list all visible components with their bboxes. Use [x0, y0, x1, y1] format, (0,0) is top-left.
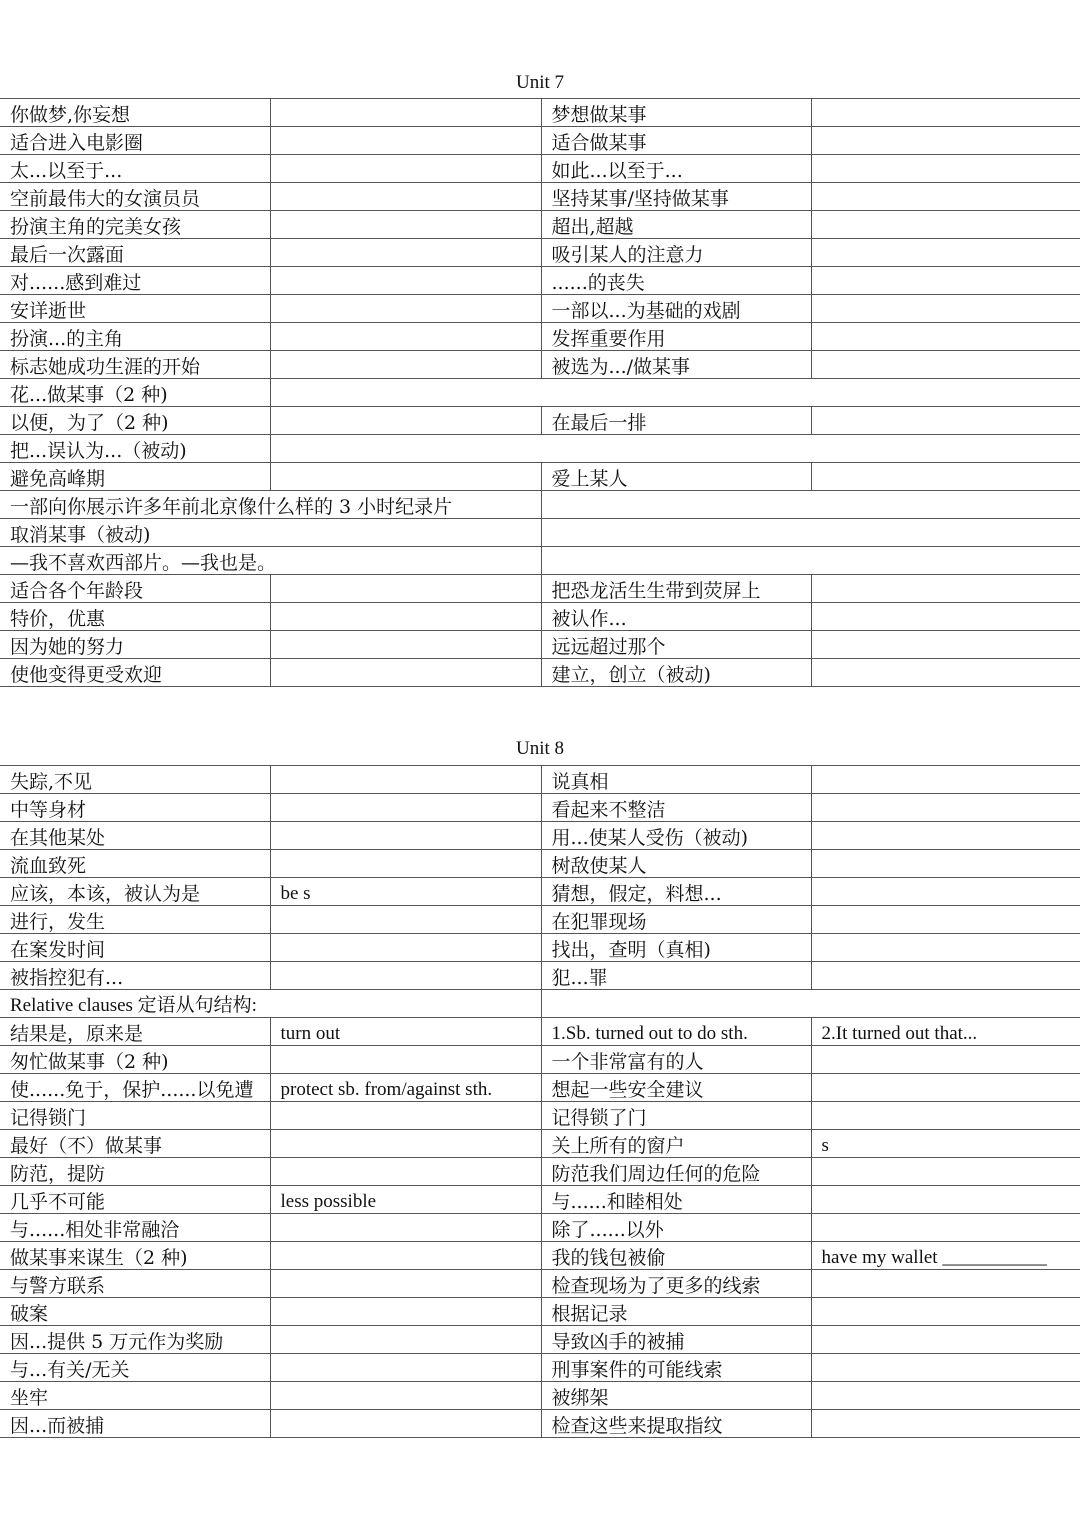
chinese-phrase: 与......相处非常融洽	[0, 1214, 270, 1242]
chinese-phrase: 如此...以至于...	[541, 155, 811, 183]
table-row	[0, 435, 1080, 463]
chinese-phrase: 安详逝世	[0, 295, 270, 323]
table-row	[0, 659, 1080, 687]
answer-cell	[270, 1130, 541, 1158]
table-row	[0, 519, 1080, 547]
chinese-phrase: 进行，发生	[0, 906, 270, 934]
answer-cell	[270, 323, 541, 351]
answer-cell	[811, 575, 1080, 603]
chinese-phrase: 检查这些来提取指纹	[541, 1410, 811, 1438]
chinese-phrase: 因...而被捕	[0, 1410, 270, 1438]
table-row	[0, 1354, 1080, 1382]
answer-cell	[811, 211, 1080, 239]
chinese-phrase: 猜想，假定，料想...	[541, 878, 811, 906]
answer-cell	[811, 295, 1080, 323]
table-row	[0, 463, 1080, 491]
chinese-phrase: 扮演...的主角	[0, 323, 270, 351]
chinese-phrase: 被认作...	[541, 603, 811, 631]
chinese-phrase: 破案	[0, 1298, 270, 1326]
answer-cell	[270, 435, 1080, 463]
table-row	[0, 766, 1080, 794]
answer-cell: have my wallet ___________	[811, 1242, 1080, 1270]
table-row	[0, 379, 1080, 407]
answer-cell	[270, 1214, 541, 1242]
table-row	[0, 407, 1080, 435]
chinese-phrase: 犯...罪	[541, 962, 811, 990]
chinese-phrase: 把...误认为...（被动)	[0, 435, 270, 463]
answer-cell	[270, 850, 541, 878]
unit-8-title: Unit 8	[515, 738, 565, 759]
chinese-phrase: 适合进入电影圈	[0, 127, 270, 155]
answer-cell	[270, 211, 541, 239]
answer-cell: be s	[270, 878, 541, 906]
chinese-phrase: 扮演主角的完美女孩	[0, 211, 270, 239]
chinese-phrase: 发挥重要作用	[541, 323, 811, 351]
table-row	[0, 1130, 1080, 1158]
table-row	[0, 934, 1080, 962]
chinese-phrase: 远远超过那个	[541, 631, 811, 659]
answer-cell	[811, 766, 1080, 794]
answer-cell	[811, 1214, 1080, 1242]
answer-cell	[541, 990, 1080, 1018]
answer-cell: s	[811, 1130, 1080, 1158]
answer-cell	[811, 1354, 1080, 1382]
answer-cell	[270, 379, 1080, 407]
answer-cell	[270, 575, 541, 603]
answer-cell	[811, 99, 1080, 127]
chinese-phrase: 记得锁了门	[541, 1102, 811, 1130]
answer-cell	[270, 463, 541, 491]
table-row	[0, 1382, 1080, 1410]
table-row	[0, 906, 1080, 934]
chinese-phrase: 找出，查明（真相)	[541, 934, 811, 962]
table-row	[0, 267, 1080, 295]
chinese-phrase: 被绑架	[541, 1382, 811, 1410]
chinese-phrase: 被选为.../做某事	[541, 351, 811, 379]
chinese-phrase: 几乎不可能	[0, 1186, 270, 1214]
chinese-phrase: 对......感到难过	[0, 267, 270, 295]
chinese-phrase: 使......免于，保护......以免遭	[0, 1074, 270, 1102]
chinese-phrase: 太...以至于...	[0, 155, 270, 183]
answer-cell	[541, 519, 1080, 547]
answer-cell	[270, 1298, 541, 1326]
chinese-phrase: 除了......以外	[541, 1214, 811, 1242]
chinese-phrase: 坐牢	[0, 1382, 270, 1410]
answer-cell	[811, 407, 1080, 435]
chinese-phrase: 一个非常富有的人	[541, 1046, 811, 1074]
answer-cell	[811, 1326, 1080, 1354]
chinese-phrase: 做某事来谋生（2 种)	[0, 1242, 270, 1270]
answer-cell	[811, 850, 1080, 878]
answer-cell	[270, 962, 541, 990]
table-row	[0, 1158, 1080, 1186]
chinese-phrase: 导致凶手的被捕	[541, 1326, 811, 1354]
answer-cell	[270, 127, 541, 155]
answer-cell	[270, 1354, 541, 1382]
answer-cell	[811, 239, 1080, 267]
answer-cell	[811, 1158, 1080, 1186]
chinese-phrase: 一部向你展示许多年前北京像什么样的 3 小时纪录片	[0, 491, 541, 519]
answer-cell	[270, 1410, 541, 1438]
answer-cell	[270, 99, 541, 127]
answer-cell	[270, 1270, 541, 1298]
answer-cell	[270, 351, 541, 379]
chinese-phrase: 梦想做某事	[541, 99, 811, 127]
answer-cell	[811, 878, 1080, 906]
answer-cell	[270, 1046, 541, 1074]
table-row	[0, 1242, 1080, 1270]
answer-cell	[811, 127, 1080, 155]
answer-cell	[270, 906, 541, 934]
answer-cell	[270, 155, 541, 183]
answer-cell	[811, 267, 1080, 295]
chinese-phrase: 因为她的努力	[0, 631, 270, 659]
answer-cell	[811, 463, 1080, 491]
chinese-phrase: ......的丧失	[541, 267, 811, 295]
chinese-phrase: 把恐龙活生生带到荧屏上	[541, 575, 811, 603]
chinese-phrase: 流血致死	[0, 850, 270, 878]
table-row	[0, 547, 1080, 575]
table-row	[0, 878, 1080, 906]
chinese-phrase: 想起一些安全建议	[541, 1074, 811, 1102]
table-row	[0, 351, 1080, 379]
table-row	[0, 211, 1080, 239]
answer-cell	[270, 1382, 541, 1410]
table-row	[0, 794, 1080, 822]
chinese-phrase: 在最后一排	[541, 407, 811, 435]
chinese-phrase: 标志她成功生涯的开始	[0, 351, 270, 379]
unit-7-title: Unit 7	[515, 72, 565, 93]
chinese-phrase: 结果是，原来是	[0, 1018, 270, 1046]
chinese-phrase: —我不喜欢西部片。—我也是。	[0, 547, 541, 575]
answer-cell	[270, 603, 541, 631]
chinese-phrase: 在案发时间	[0, 934, 270, 962]
answer-cell	[811, 603, 1080, 631]
answer-cell	[270, 239, 541, 267]
chinese-phrase: 特价，优惠	[0, 603, 270, 631]
chinese-phrase: 适合做某事	[541, 127, 811, 155]
answer-cell	[811, 1046, 1080, 1074]
table-row	[0, 962, 1080, 990]
table-row	[0, 1074, 1080, 1102]
chinese-phrase: 以便，为了（2 种)	[0, 407, 270, 435]
chinese-phrase: 建立，创立（被动)	[541, 659, 811, 687]
table-row	[0, 1270, 1080, 1298]
chinese-phrase: 你做梦,你妄想	[0, 99, 270, 127]
answer-cell	[541, 491, 1080, 519]
chinese-phrase: 根据记录	[541, 1298, 811, 1326]
answer-cell	[811, 183, 1080, 211]
answer-cell	[811, 1382, 1080, 1410]
answer-cell	[270, 631, 541, 659]
table-row	[0, 1102, 1080, 1130]
chinese-phrase: 在其他某处	[0, 822, 270, 850]
chinese-phrase: 一部以...为基础的戏剧	[541, 295, 811, 323]
chinese-phrase: 与...有关/无关	[0, 1354, 270, 1382]
table-row	[0, 1214, 1080, 1242]
answer-cell	[811, 934, 1080, 962]
chinese-phrase: 坚持某事/坚持做某事	[541, 183, 811, 211]
chinese-phrase: 看起来不整洁	[541, 794, 811, 822]
chinese-phrase: 与警方联系	[0, 1270, 270, 1298]
chinese-phrase: 说真相	[541, 766, 811, 794]
answer-cell	[270, 1326, 541, 1354]
chinese-phrase: 我的钱包被偷	[541, 1242, 811, 1270]
answer-cell	[811, 659, 1080, 687]
table-row	[0, 1018, 1080, 1046]
table-row	[0, 990, 1080, 1018]
table-row	[0, 1326, 1080, 1354]
chinese-phrase: 与......和睦相处	[541, 1186, 811, 1214]
table-row	[0, 631, 1080, 659]
table-row	[0, 127, 1080, 155]
answer-cell: protect sb. from/against sth.	[270, 1074, 541, 1102]
chinese-phrase: 记得锁门	[0, 1102, 270, 1130]
answer-cell	[811, 1410, 1080, 1438]
answer-cell	[270, 183, 541, 211]
table-row	[0, 1046, 1080, 1074]
chinese-phrase: 因...提供 5 万元作为奖励	[0, 1326, 270, 1354]
answer-cell	[541, 547, 1080, 575]
chinese-phrase: 吸引某人的注意力	[541, 239, 811, 267]
chinese-phrase: 在犯罪现场	[541, 906, 811, 934]
answer-cell	[270, 766, 541, 794]
table-row	[0, 850, 1080, 878]
table-row	[0, 491, 1080, 519]
chinese-phrase: 最后一次露面	[0, 239, 270, 267]
answer-cell: 1.Sb. turned out to do sth.	[541, 1018, 811, 1046]
chinese-phrase: 失踪,不见	[0, 766, 270, 794]
answer-cell: less possible	[270, 1186, 541, 1214]
chinese-phrase: 应该，本该，被认为是	[0, 878, 270, 906]
answer-cell: 2.It turned out that...	[811, 1018, 1080, 1046]
section-heading: Relative clauses 定语从句结构:	[0, 990, 541, 1018]
chinese-phrase: 匆忙做某事（2 种)	[0, 1046, 270, 1074]
chinese-phrase: 空前最伟大的女演员员	[0, 183, 270, 211]
answer-cell	[811, 1074, 1080, 1102]
answer-cell	[270, 267, 541, 295]
chinese-phrase: 中等身材	[0, 794, 270, 822]
unit-8-table	[0, 765, 1080, 1438]
table-row	[0, 155, 1080, 183]
table-row	[0, 1410, 1080, 1438]
answer-cell	[270, 1242, 541, 1270]
answer-cell	[811, 962, 1080, 990]
chinese-phrase: 被指控犯有...	[0, 962, 270, 990]
answer-cell	[811, 155, 1080, 183]
chinese-phrase: 用...使某人受伤（被动)	[541, 822, 811, 850]
chinese-phrase: 刑事案件的可能线索	[541, 1354, 811, 1382]
answer-cell	[811, 906, 1080, 934]
answer-cell	[270, 407, 541, 435]
table-row	[0, 1186, 1080, 1214]
answer-cell	[811, 323, 1080, 351]
answer-cell	[270, 794, 541, 822]
chinese-phrase: 适合各个年龄段	[0, 575, 270, 603]
answer-cell	[270, 659, 541, 687]
answer-cell	[811, 1270, 1080, 1298]
answer-cell	[811, 1186, 1080, 1214]
table-row	[0, 575, 1080, 603]
unit-7-table	[0, 98, 1080, 687]
table-row	[0, 183, 1080, 211]
chinese-phrase: 取消某事（被动)	[0, 519, 541, 547]
chinese-phrase: 使他变得更受欢迎	[0, 659, 270, 687]
answer-cell	[270, 1102, 541, 1130]
table-row	[0, 822, 1080, 850]
table-row	[0, 99, 1080, 127]
chinese-phrase: 检查现场为了更多的线索	[541, 1270, 811, 1298]
table-row	[0, 323, 1080, 351]
table-row	[0, 603, 1080, 631]
answer-cell	[811, 1298, 1080, 1326]
chinese-phrase: 最好（不）做某事	[0, 1130, 270, 1158]
chinese-phrase: 关上所有的窗户	[541, 1130, 811, 1158]
answer-cell	[811, 794, 1080, 822]
answer-cell	[811, 631, 1080, 659]
chinese-phrase: 超出,超越	[541, 211, 811, 239]
chinese-phrase: 防范，提防	[0, 1158, 270, 1186]
answer-cell	[270, 934, 541, 962]
chinese-phrase: 爱上某人	[541, 463, 811, 491]
answer-cell	[270, 1158, 541, 1186]
answer-cell: turn out	[270, 1018, 541, 1046]
chinese-phrase: 树敌使某人	[541, 850, 811, 878]
answer-cell	[811, 1102, 1080, 1130]
chinese-phrase: 花...做某事（2 种)	[0, 379, 270, 407]
table-row	[0, 239, 1080, 267]
answer-cell	[811, 822, 1080, 850]
table-row	[0, 1298, 1080, 1326]
chinese-phrase: 避免高峰期	[0, 463, 270, 491]
chinese-phrase: 防范我们周边任何的危险	[541, 1158, 811, 1186]
answer-cell	[270, 295, 541, 323]
answer-cell	[811, 351, 1080, 379]
table-row	[0, 295, 1080, 323]
answer-cell	[270, 822, 541, 850]
